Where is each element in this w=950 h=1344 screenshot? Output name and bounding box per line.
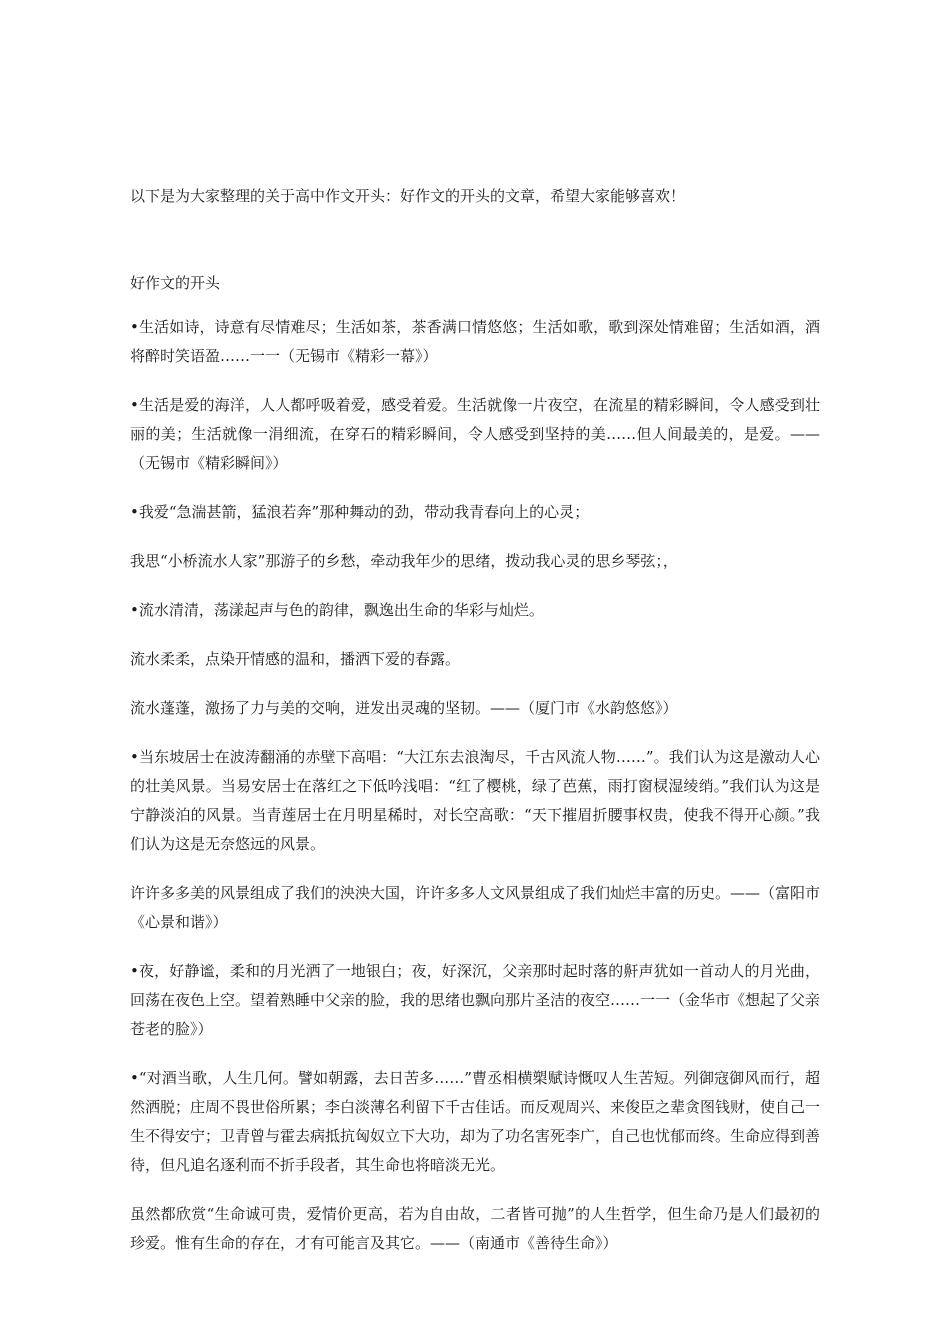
- paragraph: 流水蓬蓬，激扬了力与美的交响，迸发出灵魂的坚韧。——（厦门市《水韵悠悠》）: [130, 699, 678, 717]
- paragraph: •流水清清，荡漾起声与色的韵律，飘逸出生命的华彩与灿烂。: [130, 601, 544, 619]
- intro-text: 以下是为大家整理的关于高中作文开头：好作文的开头的文章，希望大家能够喜欢！: [130, 187, 686, 205]
- paragraph: 许许多多美的风景组成了我们的泱泱大国，许许多多人文风景组成了我们灿烂丰富的历史。——（富阳市《心景和谐》）: [130, 884, 821, 931]
- paragraph: 流水柔柔，点染开情感的温和，播洒下爱的春露。: [130, 650, 461, 668]
- paragraph: 我思“小桥流水人家”那游子的乡愁，牵动我年少的思绪，拨动我心灵的思乡琴弦；，: [130, 552, 678, 570]
- paragraph: •当东坡居士在波涛翻涌的赤壁下高唱：“大江东去浪淘尽，千古风流人物……”。我们认为这是激动人心的壮美风景。当易安居士在落红之下低吟浅唱：“红了樱桃，绿了芭蕉，雨打窗棂湿绫绡。”我们认为这是宁静淡泊的风景。当青莲居士在月明星稀时，对长空高歌：“天下摧眉折腰事权贵，使我不得开心颜。”我们认为这是无奈悠远的风景。: [130, 748, 820, 853]
- paragraph: •我爱“急湍甚箭，猛浪若奔”那种舞动的劲，带动我青春向上的心灵；: [130, 503, 590, 521]
- paragraph: 虽然都欣赏“生命诚可贵，爱情价更高，若为自由故，二者皆可抛”的人生哲学，但生命乃是人们最初的珍爱。惟有生命的存在，才有可能言及其它。——（南通市《善待生命》）: [130, 1205, 820, 1252]
- section-title: 好作文的开头: [130, 274, 221, 292]
- paragraph: •“对酒当歌，人生几何。譬如朝露，去日苦多……”曹丞相横槊赋诗慨叹人生苦短。列御寇御风而行，超然洒脱；庄周不畏世俗所累；李白淡薄名利留下千古佳话。而反观周兴、来俊臣之辈贪图钱财，使自己一生不得安宁；卫青曾与霍去病抵抗匈奴立下大功，却为了功名害死李广，自己也忧郁而终。生命应得到善待，但凡追名逐利而不折手段者，其生命也将暗淡无光。: [130, 1069, 821, 1174]
- article-body: [130, 313, 820, 1278]
- paragraph: •夜，好静谧，柔和的月光洒了一地银白；夜，好深沉，父亲那时起时落的鼾声犹如一首动人的月光曲，回荡在夜色上空。望着熟睡中父亲的脸，我的思绪也飘向那片圣洁的夜空……一一（金华市《想起了父亲苍老的脸》）: [130, 962, 821, 1038]
- paragraph: •生活如诗，诗意有尽情难尽；生活如茶，茶香满口情悠悠；生活如歌，歌到深处情难留；生活如酒，酒将醉时笑语盈……一一（无锡市《精彩一幕》）: [130, 318, 820, 365]
- paragraph: •生活是爱的海洋，人人都呼吸着爱，感受着爱。生活就像一片夜空，在流星的精彩瞬间，令人感受到壮丽的美；生活就像一涓细流，在穿石的精彩瞬间，令人感受到坚持的美……但人间最美的，是爱。——（无锡市《精彩瞬间》）: [130, 396, 820, 472]
